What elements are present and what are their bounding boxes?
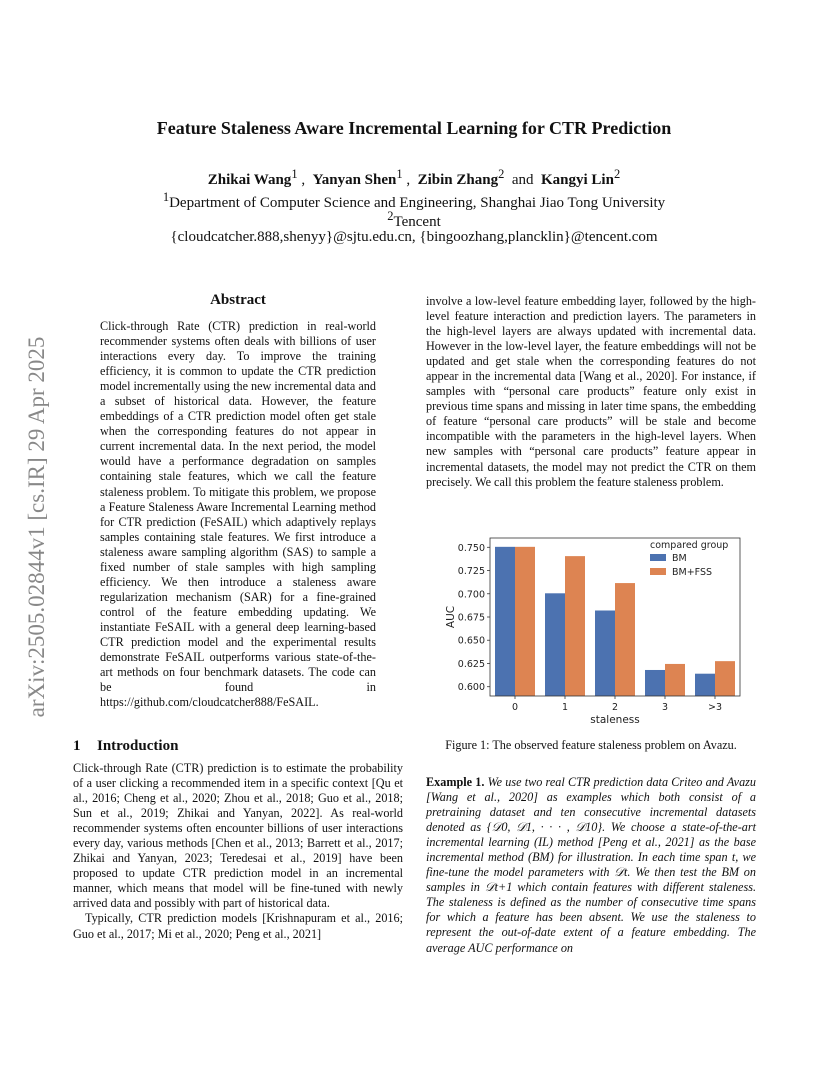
affiliation-text: Department of Computer Science and Engineering, Shanghai Jiao Tong University	[169, 195, 666, 211]
figure-caption: Figure 1: The observed feature staleness problem on Avazu.	[445, 738, 737, 752]
abstract-heading: Abstract	[210, 292, 266, 308]
author-name: Yanyan Shen	[312, 172, 397, 188]
x-tick-label: 0	[511, 702, 519, 713]
example-label: Example 1.	[426, 775, 485, 789]
x-axis-label: staleness	[590, 714, 640, 725]
example-paragraph	[426, 775, 756, 956]
bar-bm	[695, 674, 715, 696]
y-tick-label: 0.675	[457, 612, 485, 624]
author-affiliation-mark: 1	[396, 167, 403, 181]
affiliation-text: Tencent	[393, 214, 441, 230]
paper-title: Feature Staleness Aware Incremental Learning for CTR Prediction	[156, 118, 672, 138]
affiliation	[0, 209, 828, 231]
legend-label: BM	[672, 553, 687, 564]
author-name: Zhikai Wang	[207, 172, 292, 188]
x-tick-label: >3	[707, 702, 723, 713]
legend-swatch	[650, 568, 666, 575]
x-tick-label: 2	[611, 702, 619, 713]
author-separator: ,	[301, 172, 306, 188]
author-name: Zibin Zhang	[417, 172, 499, 188]
paragraph: involve a low-level feature embedding layer, followed by the high-level feature interaction and prediction layers. The parameters in the high-level layers are always updated with incremental data. However in the low-level layer, the feature embeddings will not be updated and get stale when the corresponding features do not appear in the incremental data [Wang et al., 2020]. For instance, if samples with “personal care products” feature only exist in previous time spans and missing in later time spans, the embedding of feature “personal care products” will be stale and become incompatible with the parameters in the high-level layers. When new samples with “personal care products” feature appear in incremental datasets, the model may not predict the CTR on them precisely. We call this problem the feature staleness problem.	[426, 294, 756, 489]
x-tick-label: 3	[661, 702, 669, 713]
y-tick-label: 0.750	[457, 542, 485, 554]
paragraph: Typically, CTR prediction models [Krishnapuram et al., 2016; Guo et al., 2017; Mi et al., 2020; Peng et al., 2021]	[73, 911, 403, 941]
section-number: 1	[73, 738, 81, 754]
y-tick-label: 0.625	[457, 658, 485, 670]
y-tick-label: 0.700	[457, 589, 485, 601]
affiliation-mark: 1	[162, 190, 170, 204]
author-list	[0, 167, 828, 189]
author-affiliation-mark: 1	[291, 167, 298, 181]
author-emails: {cloudcatcher.888,shenyy}@sjtu.edu.cn, {bingoozhang,planckl​in}@tencent.com	[170, 229, 658, 245]
bar-bm-fss	[715, 661, 735, 696]
bar-chart	[440, 530, 750, 725]
bar-bm-fss	[565, 556, 585, 696]
paragraph: Click-through Rate (CTR) prediction is to estimate the probability of a user clicking a recommended item in a specific context [Qu et al., 2016; Cheng et al., 2020; Zhou et al., 2018; Guo et al., 2018; Sun et al., 2019; Zhikai and Yanyan, 2022]. As real-world recommender systems often encounter billions of user interactions every day, various methods [Chen et al., 2013; Barrett et al., 2017; Zhikai and Yanyan, 2023; Teredesai et al., 2019] have been proposed to update CTR prediction model in an incremental manner, which means that model will be fine-tuned with newly arrived data and possibly with part of historical data.	[73, 761, 403, 911]
right-column-text	[426, 294, 756, 490]
bar-bm	[645, 670, 665, 696]
figure-1	[440, 530, 750, 725]
bar-bm-fss	[665, 664, 685, 696]
legend-swatch	[650, 554, 666, 561]
section-heading	[73, 738, 178, 755]
author-name: Kangyi Lin	[541, 172, 614, 188]
section-title: Introduction	[97, 738, 179, 754]
bar-bm	[545, 593, 565, 696]
arxiv-identifier	[22, 292, 52, 762]
legend-label: BM+FSS	[672, 567, 713, 578]
y-tick-label: 0.600	[457, 682, 485, 694]
example-text: We use two real CTR prediction data Criteo and Avazu [Wang et al., 2020] as examples which both consist of a pretraining dataset and ten consecutive incremental datasets denoted as {𝒟0, 𝒟1, · · · , 𝒟10}. We choose a state-of-the-art incremental learning (IL) method [Peng et al., 2021] as the base incremental method (BM) for illustration. In each time span t, we fine-tune the model parameters with 𝒟t. We then test the BM on samples in 𝒟t+1 which contain features with different staleness. The staleness is defined as the number of consecutive time spans for which a feature has been absent. We use the staleness to represent the out-of-date extent of a feature embedding. The average AUC performance on	[426, 775, 756, 955]
author-separator: ,	[406, 172, 411, 188]
abstract-body	[100, 319, 376, 710]
affiliation-mark: 2	[387, 209, 394, 223]
bar-bm	[495, 547, 515, 696]
y-tick-label: 0.725	[457, 566, 485, 578]
y-axis-label: AUC	[445, 605, 457, 629]
bar-bm	[595, 610, 615, 696]
x-tick-label: 1	[561, 702, 569, 713]
arxiv-identifier-text: arXiv:2505.02844v1 [cs.IR] 29 Apr 2025	[24, 336, 49, 718]
legend-title: compared group	[650, 540, 729, 551]
bar-bm-fss	[615, 583, 635, 696]
author-conjunction: and	[511, 172, 534, 188]
y-tick-label: 0.650	[457, 635, 485, 647]
abstract-text: Click-through Rate (CTR) prediction in real-world recommender systems often deals with billions of user interactions every day. To improve the training efficiency, it is common to update the CTR prediction model incrementally using the new incremental data and a subset of historical data. However, the feature embeddings of a CTR prediction model often get stale when the corresponding features do not appear in current incremental data. In the next period, the model would have a performance degradation on samples containing stale features, which we call the feature staleness problem. To mitigate this problem, we propose a Feature Staleness Aware Incremental Learning method for CTR prediction (FeSAIL) which adaptively replays samples containing stale features. We first introduce a staleness aware sampling algorithm (SAS) to sample a fixed number of stale samples with high sampling efficiency. We then introduce a staleness aware regularization mechanism (SAR) for a fine-grained control of the feature embedding updating. We instantiate FeSAIL with a general deep learning-based CTR prediction model and the experimental results demonstrate FeSAIL outperforms various state-of-the-art methods on four benchmark datasets. The code can be found in https://github.com/cloudcatcher888/FeSAIL.	[100, 319, 376, 710]
introduction-body	[73, 761, 403, 942]
author-affiliation-mark: 2	[498, 167, 505, 181]
author-affiliation-mark: 2	[613, 167, 621, 181]
bar-bm-fss	[515, 547, 535, 696]
